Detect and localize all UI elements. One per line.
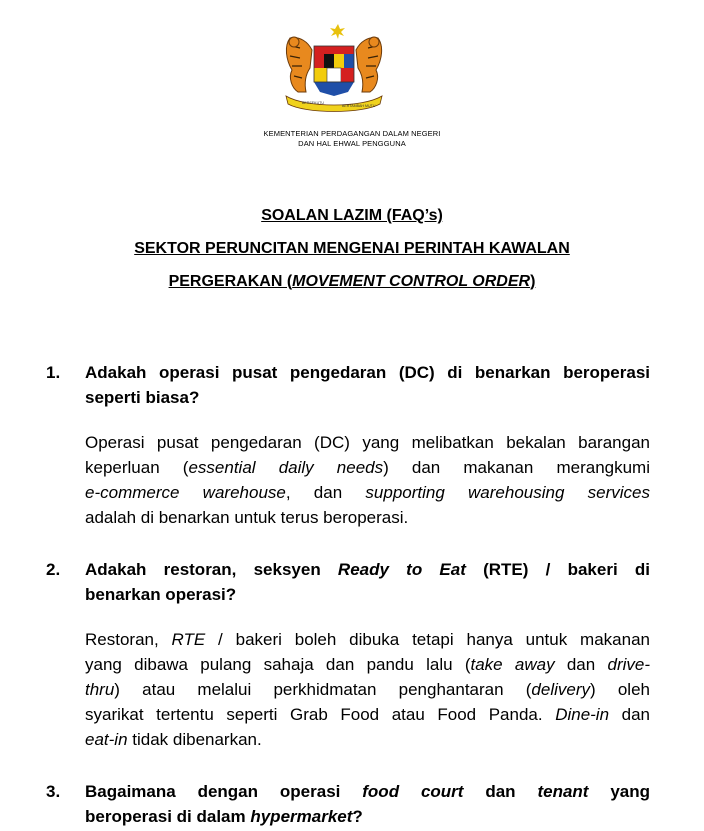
question-line: beroperasi di dalam hypermarket? bbox=[85, 807, 363, 826]
faq-number: 3. bbox=[46, 782, 61, 801]
scroll-text-right: BERTAMBAH MUTU bbox=[342, 104, 376, 108]
faq-number: 2. bbox=[46, 560, 61, 579]
ministry-name bbox=[200, 129, 504, 148]
answer-line: keperluan (essential daily needs) dan makanan merangkumi bbox=[85, 458, 650, 477]
scroll-text-left: BERSEKUTU bbox=[302, 101, 324, 105]
faq-question-3 bbox=[46, 779, 650, 829]
faq-item-3 bbox=[46, 779, 650, 829]
federal-star-shape bbox=[330, 24, 345, 39]
title-line-3: PERGERAKAN (MOVEMENT CONTROL ORDER) bbox=[168, 273, 536, 290]
ministry-name-line1: KEMENTERIAN PERDAGANGAN DALAM NEGERI bbox=[263, 129, 441, 138]
faq-question-1 bbox=[46, 360, 650, 410]
title-line-1: SOALAN LAZIM (FAQ’s) bbox=[261, 207, 443, 224]
answer-line: Operasi pusat pengedaran (DC) yang melibatkan bekalan barangan bbox=[85, 433, 650, 452]
faq-number: 1. bbox=[46, 363, 61, 382]
document-title bbox=[0, 199, 704, 298]
answer-line: Restoran, RTE / bakeri boleh dibuka tetapi hanya untuk makanan bbox=[85, 630, 650, 649]
shield-shape bbox=[314, 46, 354, 96]
question-line: Adakah restoran, seksyen Ready to Eat (RTE) / bakeri di bbox=[85, 560, 650, 579]
faq-item-1 bbox=[46, 360, 650, 530]
faq-answer-1 bbox=[85, 430, 650, 530]
title-line-2: SEKTOR PERUNCITAN MENGENAI PERINTAH KAWALAN bbox=[134, 240, 570, 257]
answer-line: syarikat tertentu seperti Grab Food atau Food Panda. Dine-in dan bbox=[85, 705, 650, 724]
faq-item-2 bbox=[46, 557, 650, 752]
malaysia-coat-of-arms-emblem bbox=[276, 16, 392, 116]
question-line: Bagaimana dengan operasi food court dan tenant yang bbox=[85, 782, 651, 801]
question-line: seperti biasa? bbox=[85, 388, 200, 407]
answer-line: yang dibawa pulang sahaja dan pandu lalu (take away dan drive- bbox=[85, 655, 651, 674]
crescent-shape bbox=[316, 22, 326, 42]
question-line: benarkan operasi? bbox=[85, 585, 237, 604]
question-line: Adakah operasi pusat pengedaran (DC) di benarkan beroperasi bbox=[85, 363, 650, 382]
answer-line: thru) atau melalui perkhidmatan penghantaran (delivery) oleh bbox=[85, 680, 650, 699]
faq-question-2 bbox=[46, 557, 650, 607]
ministry-name-line2: DAN HAL EHWAL PENGGUNA bbox=[298, 138, 406, 148]
answer-line: adalah di benarkan untuk terus beroperasi. bbox=[85, 508, 409, 527]
answer-line: e-commerce warehouse, dan supporting warehousing services bbox=[85, 483, 650, 502]
faq-answer-2 bbox=[85, 627, 650, 752]
answer-line: eat-in tidak dibenarkan. bbox=[85, 730, 262, 749]
